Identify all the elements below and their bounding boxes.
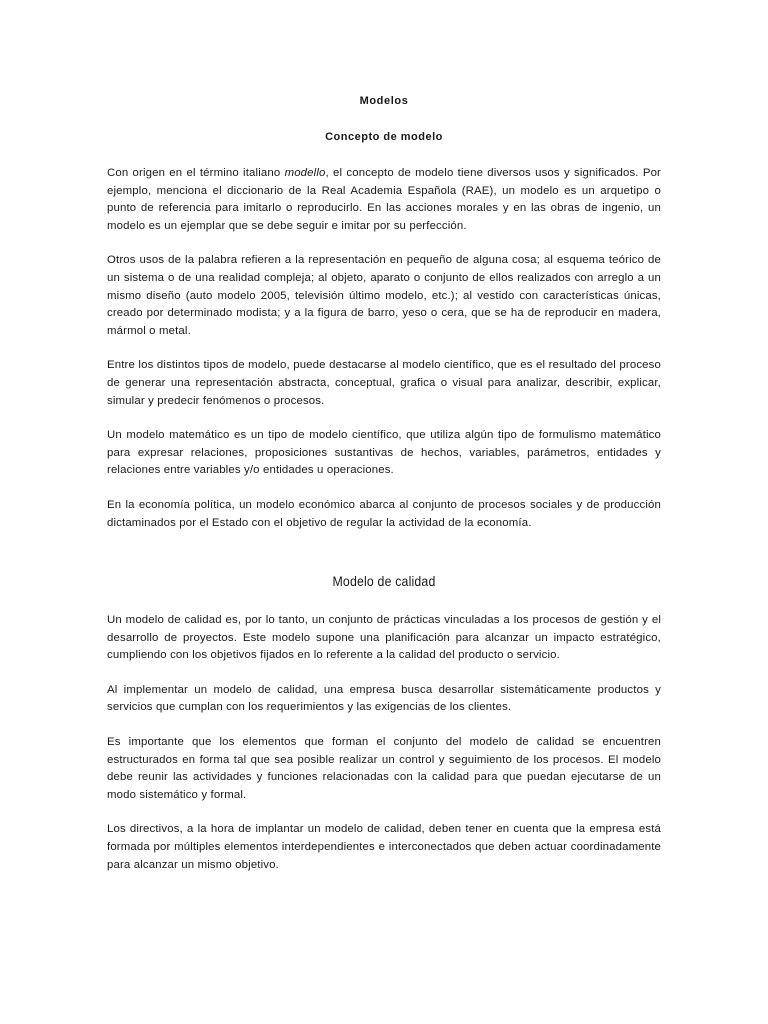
paragraph-8: Es importante que los elementos que forman el conjunto del modelo de calidad se encuentren estructurados en forma tal que sea posible realizar un control y seguimiento de los procesos. El modelo debe reunir las actividades y funciones relacionadas con la calidad para que puedan ejecutarse de un modo sistemático y formal. xyxy=(107,736,661,801)
paragraph-1 xyxy=(107,165,661,235)
paragraph-5: En la economía política, un modelo económico abarca al conjunto de procesos sociales y de producción dictaminados por el Estado con el objetivo de regular la actividad de la economía. xyxy=(107,498,661,529)
paragraph-4: Un modelo matemático es un tipo de modelo científico, que utiliza algún tipo de formulismo matemático para expresar relaciones, proposiciones sustantivas de hechos, variables, parámetros, entidades y relaciones entre variables y/o entidades u operaciones. xyxy=(107,429,661,477)
section-subtitle: Concepto de modelo xyxy=(325,131,443,143)
paragraph-9: Los directivos, a la hora de implantar un modelo de calidad, deben tener en cuenta que la empresa está formada por múltiples elementos interdependientes e interconectados que deben actuar coordinadamente para alcanzar un mismo objetivo. xyxy=(107,823,661,871)
section-heading-modelo-de-calidad: Modelo de calidad xyxy=(332,573,436,590)
paragraph-3: Entre los distintos tipos de modelo, puede destacarse al modelo científico, que es el resultado del proceso de generar una representación abstracta, conceptual, grafica o visual para analizar, describir, explicar, simular y predecir fenómenos o procesos. xyxy=(107,359,661,407)
paragraph-2: Otros usos de la palabra refieren a la representación en pequeño de alguna cosa; al esquema teórico de un sistema o de una realidad compleja; al objeto, aparato o conjunto de ellos realizados con arreglo a un mismo diseño (auto modelo 2005, televisión último modelo, etc.); al vestido con características únicas, creado por determinado modista; y a la figura de barro, yeso o cera, que se ha de reproducir en madera, mármol o metal. xyxy=(107,254,661,337)
paragraph-1-italic-term: modello xyxy=(284,167,326,179)
paragraph-1-text-b: , el concepto de modelo tiene diversos usos y significados. Por ejemplo, menciona el diccionario de la Real Academia Española (RAE), un modelo es un arquetipo o punto de referencia para imitarlo o reproducirlo. En las acciones morales y en las obras de ingenio, un modelo es un ejemplar que se debe seguir e imitar por su perfección. xyxy=(107,167,661,232)
paragraph-1-text-a: Con origen en el término italiano xyxy=(107,167,285,179)
paragraph-7: Al implementar un modelo de calidad, una empresa busca desarrollar sistemáticamente productos y servicios que cumplan con los requerimientos y las exigencias de los clientes. xyxy=(107,683,661,714)
paragraph-6: Un modelo de calidad es, por lo tanto, un conjunto de prácticas vinculadas a los procesos de gestión y el desarrollo de proyectos. Este modelo supone una planificación para alcanzar un impacto estratégico, cumpliendo con los objetivos fijados en lo referente a la calidad del producto o servicio. xyxy=(107,614,661,662)
document-title: Modelos xyxy=(359,95,409,107)
